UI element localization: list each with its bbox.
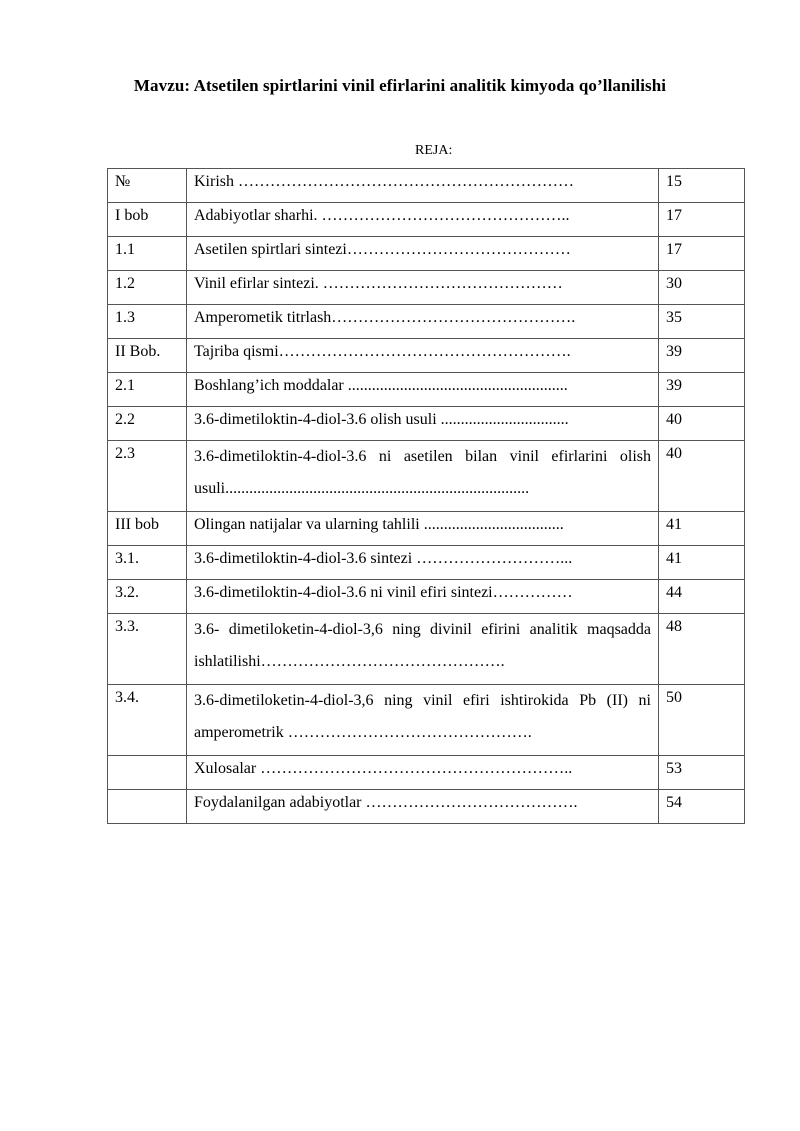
toc-number: II Bob. xyxy=(108,339,187,373)
table-row xyxy=(108,203,745,237)
toc-page: 15 xyxy=(659,169,745,203)
toc-number: № xyxy=(108,169,187,203)
plan-heading: REJA: xyxy=(415,143,453,158)
table-row xyxy=(108,169,745,203)
toc-page: 39 xyxy=(659,373,745,407)
toc-number: 1.1 xyxy=(108,237,187,271)
toc-number: 3.4. xyxy=(108,685,187,756)
toc-number: III bob xyxy=(108,512,187,546)
toc-page: 17 xyxy=(659,203,745,237)
toc-page: 44 xyxy=(659,580,745,614)
toc-title: Kirish ……………………………………………………… xyxy=(187,169,659,203)
table-row xyxy=(108,305,745,339)
toc-page: 40 xyxy=(659,407,745,441)
toc-title: Vinil efirlar sintezi. ……………………………………… xyxy=(187,271,659,305)
toc-number: 3.3. xyxy=(108,614,187,685)
toc-title: Tajriba qismi………………………………………………. xyxy=(187,339,659,373)
toc-title: Olingan natijalar va ularning tahlili ................................... xyxy=(187,512,659,546)
toc-number: 2.2 xyxy=(108,407,187,441)
toc-title: Foydalanilgan adabiyotlar …………………………………. xyxy=(187,790,659,824)
toc-number: I bob xyxy=(108,203,187,237)
toc-page: 41 xyxy=(659,546,745,580)
toc-number xyxy=(108,756,187,790)
table-row xyxy=(108,685,745,756)
toc-title: 3.6- dimetiloketin-4-diol-3,6 ning divinil efirini analitik maqsadda ishlatilishi………………………………………. xyxy=(187,614,659,685)
toc-number: 1.2 xyxy=(108,271,187,305)
document-title: Mavzu: Atsetilen spirtlarini vinil efirlarini analitik kimyoda qo’llanilishi xyxy=(133,76,667,95)
toc-page: 17 xyxy=(659,237,745,271)
table-row xyxy=(108,790,745,824)
toc-number xyxy=(108,790,187,824)
toc-page: 30 xyxy=(659,271,745,305)
table-row xyxy=(108,512,745,546)
table-row xyxy=(108,373,745,407)
table-row xyxy=(108,407,745,441)
table-row xyxy=(108,756,745,790)
table-of-contents xyxy=(107,168,745,824)
toc-page: 54 xyxy=(659,790,745,824)
toc-page: 40 xyxy=(659,441,745,512)
toc-title: Adabiyotlar sharhi. ……………………………………….. xyxy=(187,203,659,237)
toc-page: 53 xyxy=(659,756,745,790)
toc-title: Boshlang’ich moddalar ....................................................... xyxy=(187,373,659,407)
toc-title: 3.6-dimetiloktin-4-diol-3.6 ni asetilen bilan vinil efirlarini olish usuli............................................................................ xyxy=(187,441,659,512)
toc-title: Asetilen spirtlari sintezi…………………………………… xyxy=(187,237,659,271)
toc-title: 3.6-dimetiloketin-4-diol-3,6 ning vinil efiri ishtirokida Pb (II) ni amperometrik ………………………………………. xyxy=(187,685,659,756)
toc-page: 48 xyxy=(659,614,745,685)
toc-page: 39 xyxy=(659,339,745,373)
table-row xyxy=(108,614,745,685)
table-row xyxy=(108,546,745,580)
toc-number: 1.3 xyxy=(108,305,187,339)
table-row xyxy=(108,271,745,305)
toc-number: 3.2. xyxy=(108,580,187,614)
toc-number: 2.3 xyxy=(108,441,187,512)
table-row xyxy=(108,237,745,271)
toc-page: 35 xyxy=(659,305,745,339)
toc-page: 50 xyxy=(659,685,745,756)
toc-number: 3.1. xyxy=(108,546,187,580)
toc-title: 3.6-dimetiloktin-4-diol-3.6 sintezi ………………………... xyxy=(187,546,659,580)
table-row xyxy=(108,580,745,614)
toc-title: 3.6-dimetiloktin-4-diol-3.6 ni vinil efiri sintezi…………… xyxy=(187,580,659,614)
toc-title: Xulosalar ………………………………………………….. xyxy=(187,756,659,790)
toc-page: 41 xyxy=(659,512,745,546)
table-row xyxy=(108,339,745,373)
toc-title: Amperometik titrlash………………………………………. xyxy=(187,305,659,339)
toc-number: 2.1 xyxy=(108,373,187,407)
toc-title: 3.6-dimetiloktin-4-diol-3.6 olish usuli ................................ xyxy=(187,407,659,441)
table-row xyxy=(108,441,745,512)
